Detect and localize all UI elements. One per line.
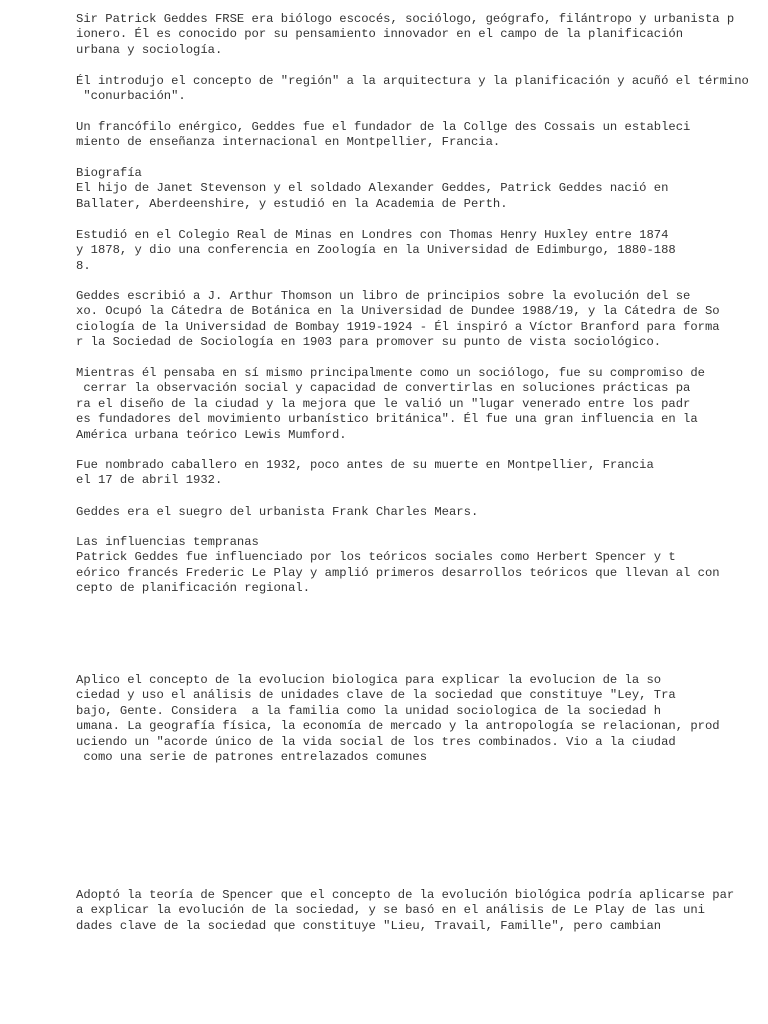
paragraph-region-concept: Él introdujo el concepto de "región" a la arquitectura y la planificación y acuñó el término "conurbación". xyxy=(76,74,749,104)
paragraph-thomson-book: Geddes escribió a J. Arthur Thomson un libro de principios sobre la evolución del se xo. Ocupó la Cátedra de Botánica en la Universidad de Dundee 1988/19, y la Cátedra de So ciología de la Universidad de Bombay 1919-1924 - Él inspiró a Víctor Branford para forma r la Sociedad de Sociología en 1903 para promover su punto de vista sociológico. xyxy=(76,289,720,350)
paragraph-studies: Estudió en el Colegio Real de Minas en Londres con Thomas Henry Huxley entre 1874 y 1878, y dio una conferencia en Zoología en la Universidad de Edimburgo, 1880-188 8. xyxy=(76,228,676,273)
paragraph-spencer-theory: Adoptó la teoría de Spencer que el concepto de la evolución biológica podría aplicarse par a explicar la evolución de la sociedad, y se basó en el análisis de Le Play de las uni dades clave de la sociedad que constituye "Lieu, Travail, Famille", pero cambian xyxy=(76,888,735,933)
paragraph-francophile: Un francófilo enérgico, Geddes fue el fundador de la Collge des Cossais un estableci miento de enseñanza internacional en Montpellier, Francia. xyxy=(76,120,691,150)
paragraph-biography: Biografía El hijo de Janet Stevenson y el soldado Alexander Geddes, Patrick Geddes nació en Ballater, Aberdeenshire, y estudió en la Academia de Perth. xyxy=(76,166,669,211)
paragraph-father-in-law: Geddes era el suegro del urbanista Frank Charles Mears. xyxy=(76,505,479,519)
paragraph-sociologist: Mientras él pensaba en sí mismo principalmente como un sociólogo, fue su compromiso de cerrar la observación social y capacidad de convertirlas en soluciones prácticas pa ra el diseño de la ciudad y la mejora que le valió un "lugar venerado entre los padr es fundadores del movimiento urbanístico británica". Él fue una gran influencia en la América urbana teórico Lewis Mumford. xyxy=(76,366,705,442)
paragraph-early-influences: Las influencias tempranas Patrick Geddes fue influenciado por los teóricos sociales como Herbert Spencer y t eórico francés Frederic Le Play y amplió primeros desarrollos teóricos que llevan al con cepto de planificación regional. xyxy=(76,535,720,596)
paragraph-knighted: Fue nombrado caballero en 1932, poco antes de su muerte en Montpellier, Francia el 17 de abril 1932. xyxy=(76,458,654,488)
paragraph-intro: Sir Patrick Geddes FRSE era biólogo escocés, sociólogo, geógrafo, filántropo y urbanista p ionero. Él es conocido por su pensamiento innovador en el campo de la planificación urbana y sociología. xyxy=(76,12,735,57)
paragraph-evolution-concept: Aplico el concepto de la evolucion biologica para explicar la evolucion de la so ciedad y uso el análisis de unidades clave de la sociedad que constituye "Ley, Tra bajo, Gente. Considera a la familia como la unidad sociologica de la sociedad h umana. La geografía física, la economía de mercado y la antropología se relacionan, prod uciendo un "acorde único de la vida social de los tres combinados. Vio a la ciudad como una serie de patrones entrelazados comunes xyxy=(76,673,720,765)
